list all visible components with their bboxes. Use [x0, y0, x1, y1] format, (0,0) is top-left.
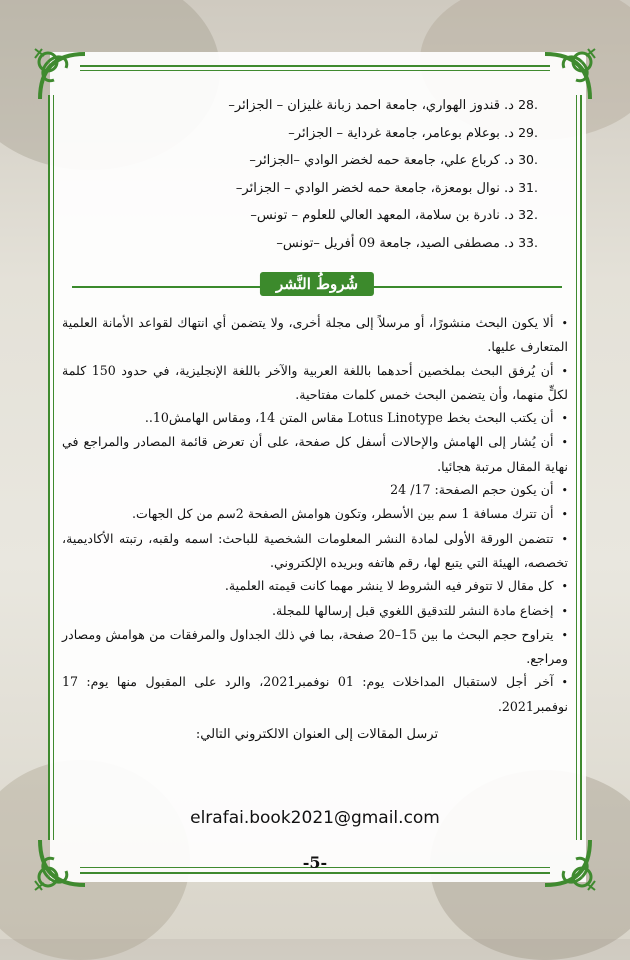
item-number: .30: [518, 152, 538, 167]
list-item: [62, 406, 568, 430]
list-item: [62, 670, 568, 718]
list-item: [62, 120, 538, 148]
condition-text: يتراوح حجم البحث ما بين 15–20 صفحة، بما في ذلك الجداول والمرفقات من هوامش ومصادر ومراجع.: [62, 626, 568, 667]
frame-right-border: [580, 95, 582, 840]
list-item: [62, 202, 538, 230]
document-body: [62, 92, 572, 746]
bullet-icon: •: [561, 436, 568, 450]
frame-left-border: [48, 95, 50, 840]
section-title: شُروطُ النَّشر: [260, 272, 374, 296]
bullet-icon: •: [561, 412, 568, 426]
list-item: [62, 478, 568, 502]
frame-bottom-border: [80, 872, 550, 874]
bullet-icon: •: [561, 580, 568, 594]
bullet-icon: •: [561, 604, 568, 618]
condition-text: أن تترك مسافة 1 سم بين الأسطر، وتكون هوامش الصفحة 2سم من كل الجهات.: [132, 506, 554, 522]
condition-text: كل مقال لا تتوفر فيه الشروط لا ينشر مهما كانت قيمته العلمية.: [224, 578, 554, 594]
list-item: [62, 92, 538, 120]
list-item: [62, 430, 568, 478]
page-number: -5-: [302, 853, 328, 872]
committee-member-list: [62, 92, 572, 257]
frame-left-border: [53, 95, 54, 840]
condition-text: أن يكون حجم الصفحة: 17/ 24: [390, 482, 554, 498]
list-item: [62, 502, 568, 526]
member-entry: د. نادرة بن سلامة، المعهد العالي للعلوم – تونس–: [250, 208, 514, 223]
condition-text: أن يُشار إلى الهامش والإحالات أسفل كل صفحة، على أن تعرض قائمة المصادر والمراجع في نهاية المقال مرتبة هجائيا.: [62, 434, 568, 474]
bullet-icon: •: [561, 676, 568, 690]
bullet-icon: •: [561, 364, 569, 378]
bullet-icon: •: [561, 532, 568, 546]
member-entry: د. نوال بومعزة، جامعة حمه لخضر الوادي – الجزائر–: [235, 180, 514, 196]
list-item: [62, 359, 568, 407]
list-item: [62, 623, 568, 671]
condition-text: ألا يكون البحث منشورًا، أو مرسلاً إلى مجلة أخرى، ولا يتضمن أي انتهاك لقواعد الأمانة العلمية المتعارف عليها.: [62, 315, 568, 355]
member-entry: د. قندوز الهواري، جامعة احمد زبانة غليزان – الجزائر–: [228, 98, 514, 113]
list-item: [62, 175, 538, 203]
list-item: [62, 599, 568, 623]
list-item: [62, 147, 538, 175]
bullet-icon: •: [561, 484, 568, 498]
member-entry: د. كرباع علي، جامعة حمه لخضر الوادي –الجزائر–: [249, 153, 514, 168]
condition-text: آخر أجل لاستقبال المداخلات يوم: 01 نوفمبر2021، والرد على المقبول منها يوم: 17 نوفمبر2021.: [62, 674, 568, 714]
section-header: [62, 269, 572, 303]
item-number: .33: [518, 234, 538, 250]
list-item: [62, 527, 568, 575]
frame-top-border: [80, 65, 550, 67]
item-number: .28: [518, 97, 538, 112]
publication-conditions-list: [62, 311, 572, 718]
item-number: .32: [518, 207, 538, 222]
condition-text: تتضمن الورقة الأولى لمادة النشر المعلومات الشخصية للباحث: اسمه ولقبه، رتبته الأكاديمية، تخصصه، الهيئة التي يتبع لها، رقم هاتفه وبريده الإلكتروني.: [62, 530, 568, 570]
contact-email-link[interactable]: elrafai.book2021@gmail.com: [190, 808, 440, 828]
list-item: [62, 230, 538, 258]
member-entry: د. بوعلام بوعامر، جامعة غرداية – الجزائر–: [288, 125, 514, 141]
item-number: .31: [518, 179, 538, 195]
condition-text: أن يكتب البحث بخط Lotus Linotype مقاس المتن 14، ومقاس الهامش10..: [144, 410, 554, 426]
condition-text: إخضاع مادة النشر للتدقيق اللغوي قبل إرسالها للمجلة.: [271, 602, 554, 618]
frame-right-border: [576, 95, 577, 840]
frame-top-border: [80, 70, 550, 71]
item-number: .29: [518, 124, 538, 140]
bullet-icon: •: [561, 317, 568, 330]
list-item: [62, 574, 568, 598]
list-item: [62, 311, 568, 359]
condition-text: أن يُرفق البحث بملخصين أحدهما باللغة العربية والآخر باللغة الإنجليزية، في حدود 150 كلمة لكلٍّ منهما، وأن يتضمن البحث خمس كلمات مفتاحية.: [62, 362, 568, 402]
member-entry: د. مصطفى الصيد، جامعة 09 أفريل –تونس–: [276, 235, 514, 251]
bullet-icon: •: [561, 508, 568, 522]
bullet-icon: •: [561, 628, 568, 642]
submission-note: ترسل المقالات إلى العنوان الالكتروني التالي:: [195, 727, 439, 743]
